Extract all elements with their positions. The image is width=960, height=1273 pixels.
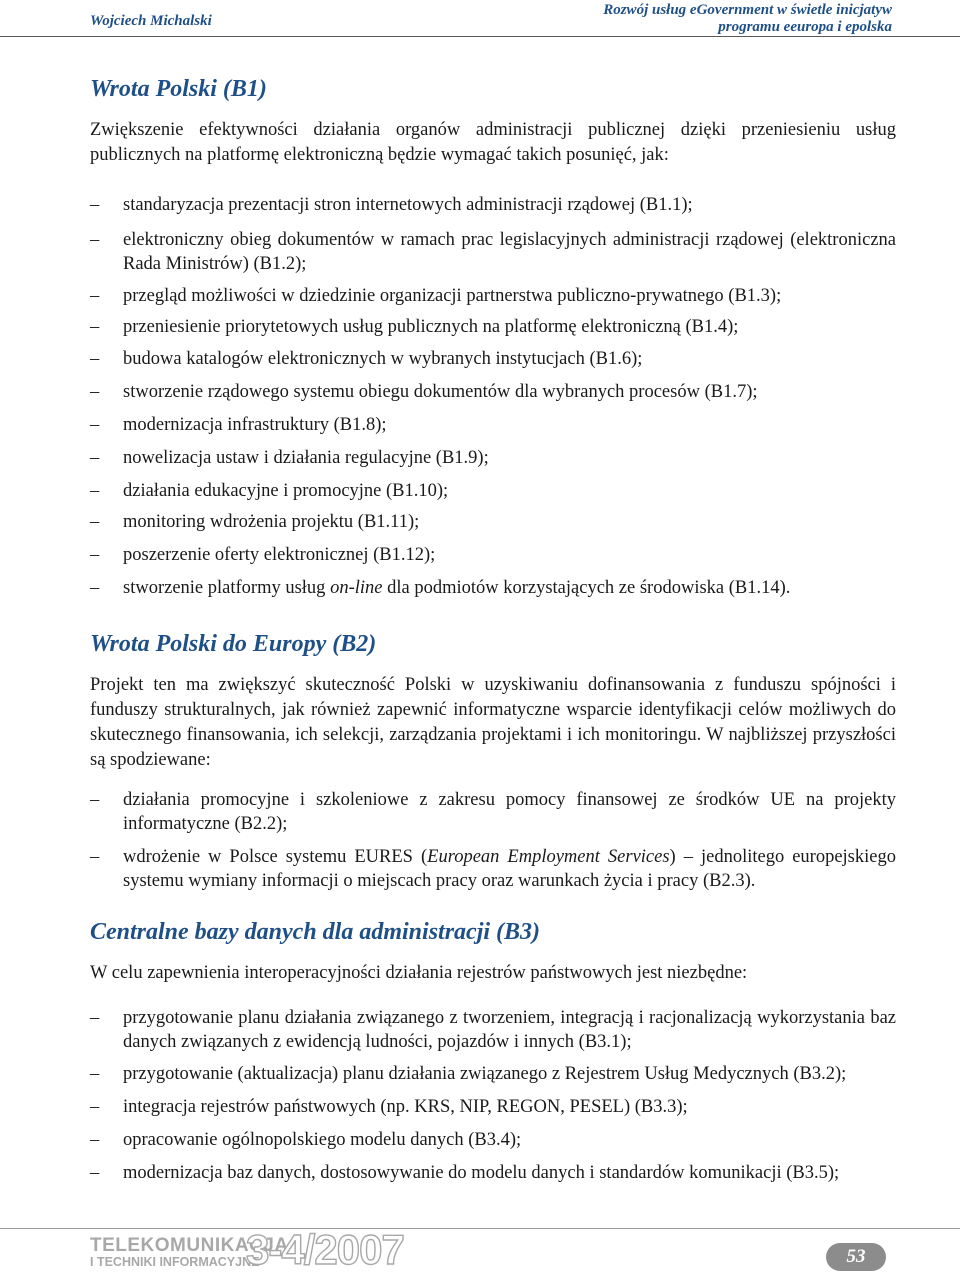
- header-title-line2: programu eeuropa i epolska: [718, 19, 892, 35]
- section-heading-b2: Wrota Polski do Europy (B2): [90, 631, 377, 657]
- list-item: – działania edukacyjne i promocyjne (B1.10);: [90, 481, 449, 501]
- journal-name-line1: TELEKOMUNIKACJA: [90, 1235, 289, 1256]
- header-title-line1: Rozwój usług eGovernment w świetle inicjatyw: [603, 2, 892, 18]
- list-item: – budowa katalogów elektronicznych w wybranych instytucjach (B1.6);: [90, 349, 643, 369]
- header-title: [603, 2, 892, 36]
- section-intro-b3: W celu zapewnienia interoperacyjności działania rejestrów państwowych jest niezbędne:: [90, 963, 748, 983]
- list-item: – stworzenie platformy usług on-line dla podmiotów korzystających ze środowiska (B1.14).: [90, 578, 791, 598]
- page-number-badge: 53: [826, 1243, 886, 1271]
- list-item: – modernizacja baz danych, dostosowywanie do modelu danych i standardów komunikacji (B3.5);: [90, 1163, 840, 1183]
- section-intro-b2: Projekt ten ma zwiększyć skuteczność Polski w uzyskiwaniu dofinansowania z funduszu spójności i funduszy strukturalnych, jak również zapewnić informatyczne wsparcie identyfikacji celów możliwych do skutecznego finansowania, ich selekcji, zarządzania projektami i ich monitoringu. W najbliższej przyszłości są spodziewane:: [90, 675, 896, 770]
- header-divider: [0, 36, 960, 37]
- list-item: – stworzenie rządowego systemu obiegu dokumentów dla wybranych procesów (B1.7);: [90, 382, 758, 402]
- list-item: – modernizacja infrastruktury (B1.8);: [90, 415, 387, 435]
- list-item: – poszerzenie oferty elektronicznej (B1.12);: [90, 545, 436, 565]
- list-item: – wdrożenie w Polsce systemu EURES (European Employment Services) – jednolitego europejskiego systemu wymiany informacji o miejscach pracy oraz warunkach życia i pracy (B2.3).: [90, 847, 896, 891]
- list-item: – przygotowanie planu działania związanego z tworzeniem, integracją i racjonalizacją wykorzystania baz danych związanych z ewidencją ludności, pojazdów i innych (B3.1);: [90, 1008, 896, 1052]
- list-item: – przeniesienie priorytetowych usług publicznych na platformę elektroniczną (B1.4);: [90, 317, 739, 337]
- list-item: – monitoring wdrożenia projektu (B1.11);: [90, 512, 420, 532]
- list-item: – standaryzacja prezentacji stron internetowych administracji rządowej (B1.1);: [90, 195, 693, 215]
- list-item: – przegląd możliwości w dziedzinie organizacji partnerstwa publiczno-prywatnego (B1.3);: [90, 286, 782, 306]
- list-item: – opracowanie ogólnopolskiego modelu danych (B3.4);: [90, 1130, 522, 1150]
- header-author: Wojciech Michalski: [90, 13, 212, 29]
- footer-divider: [0, 1228, 960, 1229]
- section-heading-b1: Wrota Polski (B1): [90, 76, 267, 102]
- list-item: – elektroniczny obieg dokumentów w ramach prac legislacyjnych administracji rządowej (elektroniczna Rada Ministrów) (B1.2);: [90, 230, 896, 274]
- issue-number: 3-4/2007: [246, 1226, 404, 1273]
- journal-name-line2: I TECHNIKI INFORMACYJNE: [90, 1255, 260, 1269]
- list-item: – nowelizacja ustaw i działania regulacyjne (B1.9);: [90, 448, 489, 468]
- list-item: – przygotowanie (aktualizacja) planu działania związanego z Rejestrem Usług Medycznych (B3.2);: [90, 1064, 847, 1084]
- list-item: – działania promocyjne i szkoleniowe z zakresu pomocy finansowej ze środków UE na projekty informatyczne (B2.2);: [90, 790, 896, 834]
- section-intro-b1: Zwiększenie efektywności działania organów administracji publicznej dzięki przeniesieniu usług publicznych na platformę elektroniczną będzie wymagać takich posunięć, jak:: [90, 120, 896, 165]
- list-item: – integracja rejestrów państwowych (np. KRS, NIP, REGON, PESEL) (B3.3);: [90, 1097, 688, 1117]
- section-heading-b3: Centralne bazy danych dla administracji (B3): [90, 919, 541, 945]
